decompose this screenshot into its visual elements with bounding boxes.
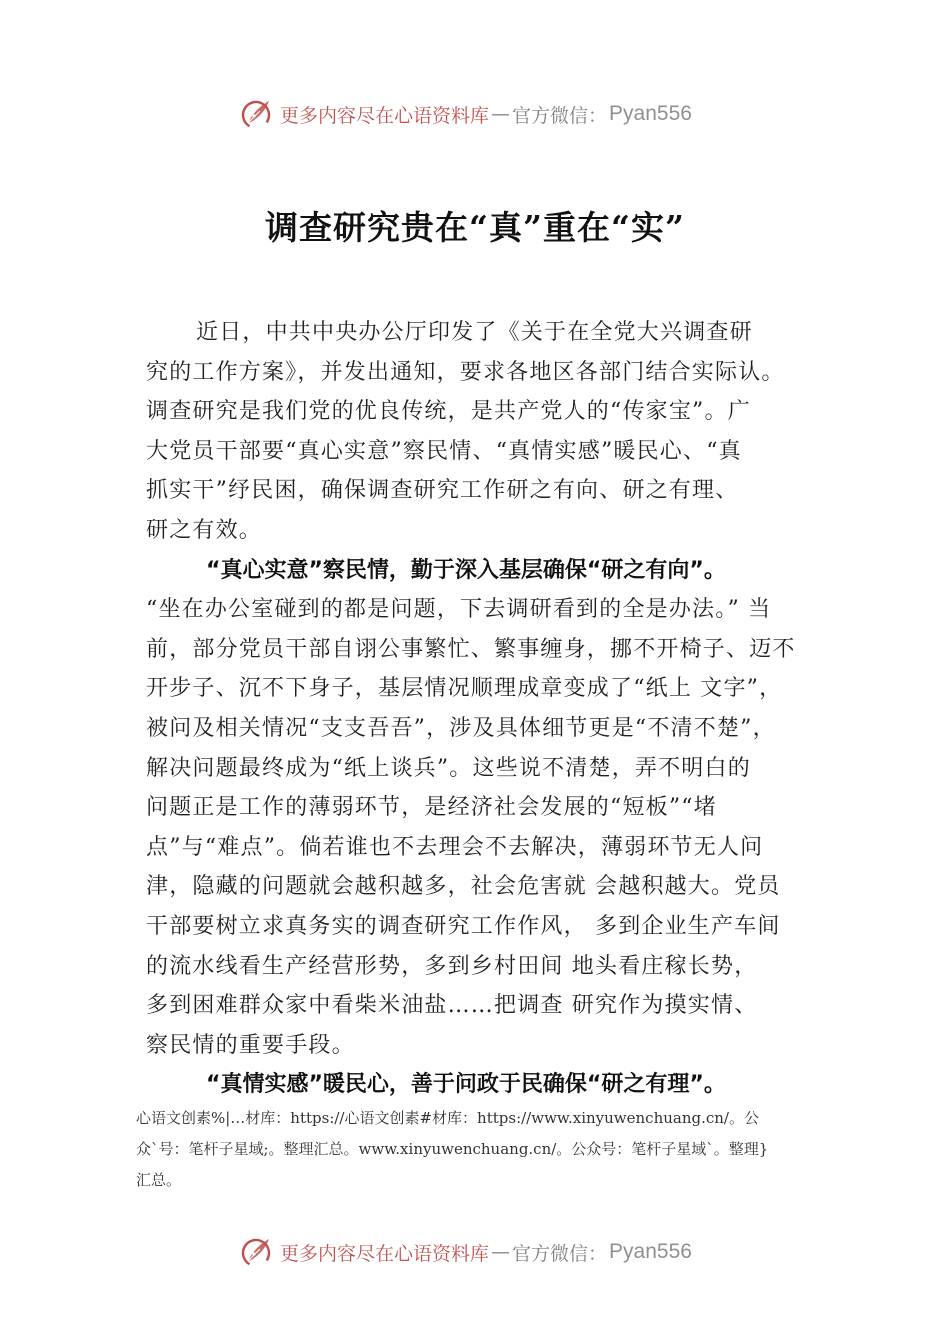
- paragraph-line: 察民情的重要手段。: [146, 1032, 355, 1058]
- banner-separator: —: [491, 1241, 511, 1263]
- banner-wechat-label: 官方微信：: [512, 1242, 608, 1265]
- footnote-line: 汇总。: [136, 1171, 182, 1189]
- section-heading: “真情实感”暖民心，善于问政于民确保“研之有理”。: [206, 1072, 726, 1098]
- quill-pen-logo-icon: [240, 97, 274, 131]
- banner-wechat-label: 官方微信：: [512, 104, 608, 127]
- paragraph-line: 点”与“难点”。倘若谁也不去理会不去解决，薄弱环节无人问: [146, 834, 764, 860]
- source-footnote: [136, 1103, 836, 1196]
- paragraph-line: 抓实干”纾民困，确保调查研究工作研之有向、研之有理、: [146, 478, 739, 504]
- banner-wechat-id: Pyan556: [609, 102, 692, 125]
- paragraph-line: 多到困难群众家中看柴米油盐……把调查 研究作为摸实情、: [146, 993, 758, 1019]
- footnote-line: 心语文创素%|…材库：https://心语文创素#材库：https://www.xinyuwenchuang.cn/。公: [136, 1109, 759, 1127]
- footer-banner: [240, 1232, 692, 1272]
- paragraph-line: 大党员干部要“真心实意”察民情、“真情实感”暖民心、“真: [146, 438, 742, 464]
- paragraph-line: 开步子、沉不下身子，基层情况顺理成章变成了“纸上 文字”，: [146, 676, 783, 702]
- paragraph-line: 问题正是工作的薄弱环节，是经济社会发展的“短板”“堵: [146, 795, 717, 821]
- paragraph-line: “坐在办公室碰到的都是问题，下去调研看到的全是办法。” 当: [146, 597, 772, 623]
- paragraph-line: 津，隐藏的问题就会越积越多，社会危害就 会越积越大。党员: [146, 874, 781, 900]
- paragraph-line: 干部要树立求真务实的调查研究工作作风， 多到企业生产车间: [146, 913, 781, 939]
- paragraph-line: 被问及相关情况“支支吾吾”，涉及具体细节更是“不清不楚”，: [146, 715, 776, 741]
- banner-wechat-id: Pyan556: [609, 1240, 692, 1263]
- paragraph-line: 解决问题最终成为“纸上谈兵”。这些说不清楚，弄不明白的: [146, 755, 751, 781]
- banner-promo-text: 更多内容尽在心语资料库: [280, 104, 490, 127]
- paragraph-line: 调查研究是我们党的优良传统，是共产党人的“传家宝”。广: [146, 399, 751, 425]
- section-heading: “真心实意”察民情，勤于深入基层确保“研之有向”。: [206, 557, 726, 583]
- paragraph-line: 近日，中共中央办公厅印发了《关于在全党大兴调查研: [196, 320, 753, 345]
- quill-pen-logo-icon: [240, 1235, 274, 1269]
- banner-separator: —: [491, 103, 511, 125]
- paragraph-line: 前，部分党员干部自诩公事繁忙、繁事缠身，挪不开椅子、迈不: [146, 636, 796, 662]
- paragraph-line: 究的工作方案》，并发出通知，要求各地区各部门结合实际认。: [146, 359, 785, 385]
- document-body: [146, 313, 836, 1105]
- document-title: 调查研究贵在“真”重在“实”: [265, 208, 685, 247]
- paragraph-line: 的流水线看生产经营形势，多到乡村田间 地头看庄稼长势，: [146, 953, 758, 979]
- footnote-line: 众`号：笔杆子星域;。整理汇总。www.xinyuwenchuang.cn/。公众号：笔杆子星域`。整理}: [136, 1140, 769, 1158]
- paragraph-line: 研之有效。: [146, 517, 263, 543]
- header-banner: [240, 94, 692, 134]
- banner-promo-text: 更多内容尽在心语资料库: [280, 1242, 490, 1265]
